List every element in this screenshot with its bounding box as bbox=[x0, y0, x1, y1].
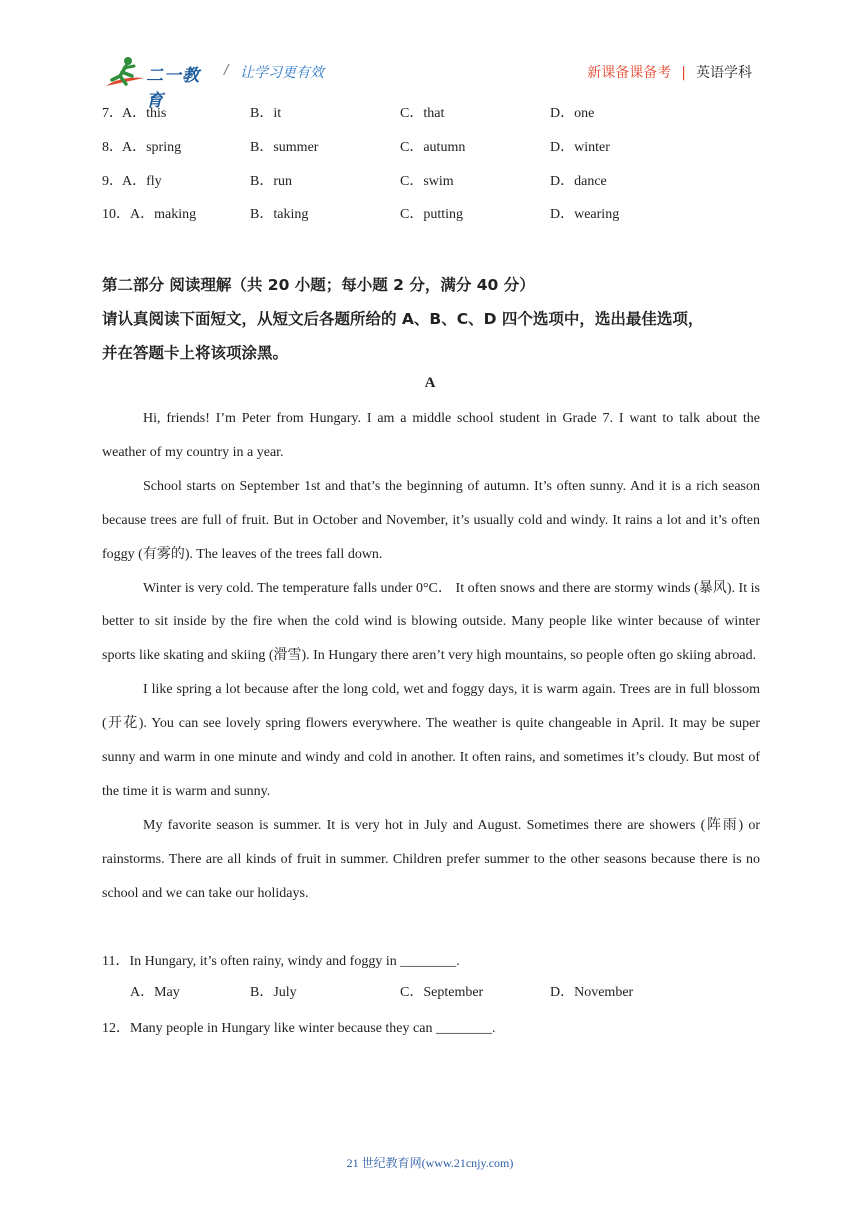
header-slogan: 让学习更有效 bbox=[240, 65, 324, 81]
question-number: 8． bbox=[102, 140, 123, 155]
passage-paragraph: My favorite season is summer. It is very hot in July and August. Sometimes there are showers (阵雨) or rainstorms. There are all kinds of fruit in summer. Children prefer summer to the other seasons because there is no school and we can take our holidays. bbox=[102, 817, 760, 901]
header-divider: / bbox=[224, 63, 229, 78]
option-a: A．making bbox=[130, 207, 197, 222]
option-a: A．spring bbox=[122, 140, 182, 155]
header-separator: | bbox=[681, 65, 686, 81]
logo-text: 二一教育 bbox=[146, 66, 200, 111]
option-c: C．autumn bbox=[400, 140, 466, 155]
option-b: B．run bbox=[250, 174, 292, 189]
passage-paragraph: School starts on September 1st and that’s the beginning of autumn. It’s often sunny. And it is a rich season because trees are full of fruit. But in October and November, it’s usually cold and windy. It rains a lot and it’s often foggy (有雾的). The leaves of the trees fall down. bbox=[102, 478, 760, 562]
header-subject: 英语学科 bbox=[696, 65, 752, 81]
option-b: B．July bbox=[250, 985, 297, 1000]
option-d: D．winter bbox=[550, 140, 610, 155]
question-number: 9． bbox=[102, 174, 123, 189]
option-a: A．May bbox=[130, 985, 180, 1000]
header-right bbox=[587, 62, 752, 82]
option-a: A．fly bbox=[122, 174, 162, 189]
section-instruction-line-1: 请认真阅读下面短文，从短文后各题所给的 A、B、C、D 四个选项中，选出最佳选项， bbox=[102, 310, 704, 328]
question-11: 11．In Hungary, it’s often rainy, windy and foggy in ________. bbox=[102, 954, 460, 969]
option-c: C．September bbox=[400, 985, 484, 1000]
logo bbox=[104, 56, 210, 111]
option-d: D．dance bbox=[550, 174, 607, 189]
option-b: B．summer bbox=[250, 140, 319, 155]
option-b: B．taking bbox=[250, 207, 309, 222]
page-header bbox=[0, 0, 860, 111]
section-title: 第二部分 阅读理解（共 20 小题；每小题 2 分，满分 40 分） bbox=[102, 276, 535, 294]
option-a: A．this bbox=[122, 106, 167, 121]
runner-logo-icon bbox=[104, 56, 148, 90]
passage-paragraph: Winter is very cold. The temperature falls under 0°C． It often snows and there are stormy winds (暴风). It is better to sit inside by the fire when the cold wind is blowing outside. Many people like winter because of winter sports like skating and skiing (滑雪). In Hungary there aren’t very high mountains, so people often go skiing abroad. bbox=[102, 580, 760, 664]
option-d: D．wearing bbox=[550, 207, 620, 222]
option-c: C．that bbox=[400, 106, 445, 121]
question-number: 10． bbox=[102, 207, 130, 222]
header-course-label: 新课备课备考 bbox=[587, 65, 672, 81]
option-d: D．one bbox=[550, 106, 595, 121]
question-12: 12．Many people in Hungary like winter because they can ________. bbox=[102, 1021, 496, 1036]
option-b: B．it bbox=[250, 106, 282, 121]
section-instruction-line-2: 并在答题卡上将该项涂黑。 bbox=[102, 344, 289, 362]
passage-label: A bbox=[424, 375, 436, 391]
passage-paragraph: I like spring a lot because after the long cold, wet and foggy days, it is warm again. Trees are in full blossom (开花). You can see lovely spring flowers everywhere. The weather is quite changeable in April. It may be super sunny and warm in one minute and windy and cold in another. It often rains, and sometimes it’s cloudy. But most of the time it is warm and sunny. bbox=[102, 682, 760, 799]
option-c: C．putting bbox=[400, 207, 464, 222]
option-d: D．November bbox=[550, 985, 634, 1000]
passage-body bbox=[102, 402, 760, 911]
passage-paragraph: Hi, friends! I’m Peter from Hungary. I am a middle school student in Grade 7. I want to talk about the weather of my country in a year. bbox=[102, 411, 760, 460]
question-number: 7． bbox=[102, 106, 123, 121]
page-footer: 21 世纪教育网(www.21cnjy.com) bbox=[346, 1156, 514, 1170]
option-c: C．swim bbox=[400, 174, 454, 189]
